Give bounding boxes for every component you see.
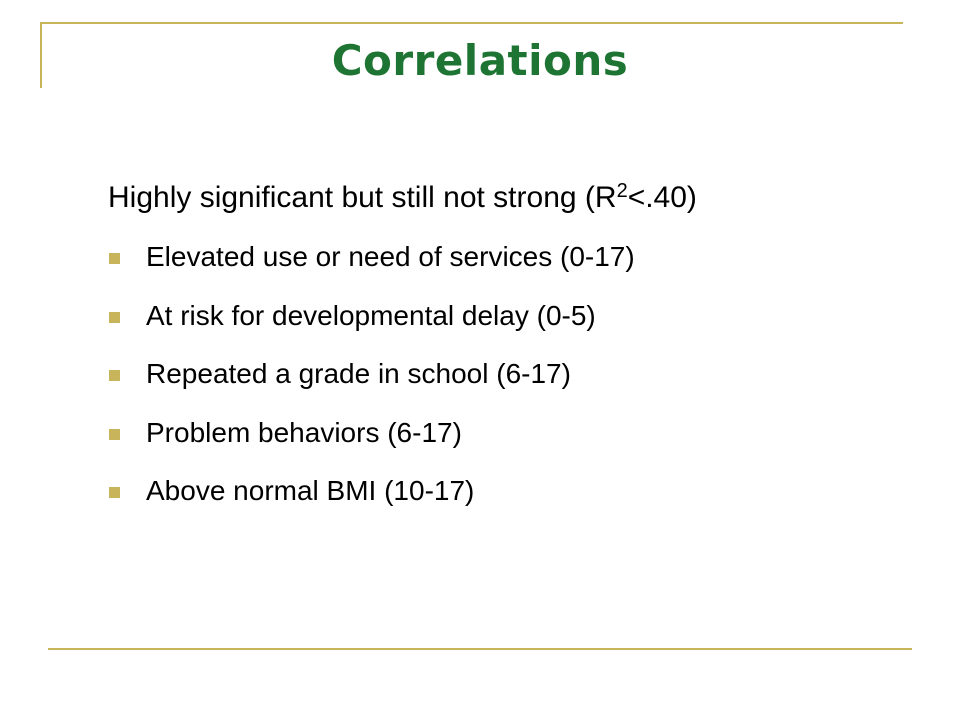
list-item-text: Elevated use or need of services (0-17) xyxy=(146,241,635,272)
list-item xyxy=(108,299,635,358)
intro-superscript: 2 xyxy=(616,180,628,202)
square-bullet-icon xyxy=(109,370,120,381)
square-bullet-icon xyxy=(109,429,120,440)
square-bullet-icon xyxy=(109,487,120,498)
list-item xyxy=(108,357,635,416)
list-item xyxy=(108,240,635,299)
intro-line xyxy=(108,181,697,215)
slide-title: Correlations xyxy=(331,36,629,85)
square-bullet-icon xyxy=(109,253,120,264)
bottom-rule xyxy=(48,648,912,650)
top-rule xyxy=(40,22,903,24)
list-item-text: At risk for developmental delay (0-5) xyxy=(146,299,596,331)
list-item xyxy=(108,474,635,533)
list-item xyxy=(108,416,635,475)
list-item-text: Repeated a grade in school (6-17) xyxy=(146,358,571,389)
bullet-list xyxy=(108,240,635,533)
list-item-text: Above normal BMI (10-17) xyxy=(146,475,475,506)
list-item-text: Problem behaviors (6-17) xyxy=(146,416,462,448)
intro-text: Highly significant but still not strong (R xyxy=(108,181,617,214)
square-bullet-icon xyxy=(109,312,120,323)
intro-suffix: <.40) xyxy=(627,181,697,214)
